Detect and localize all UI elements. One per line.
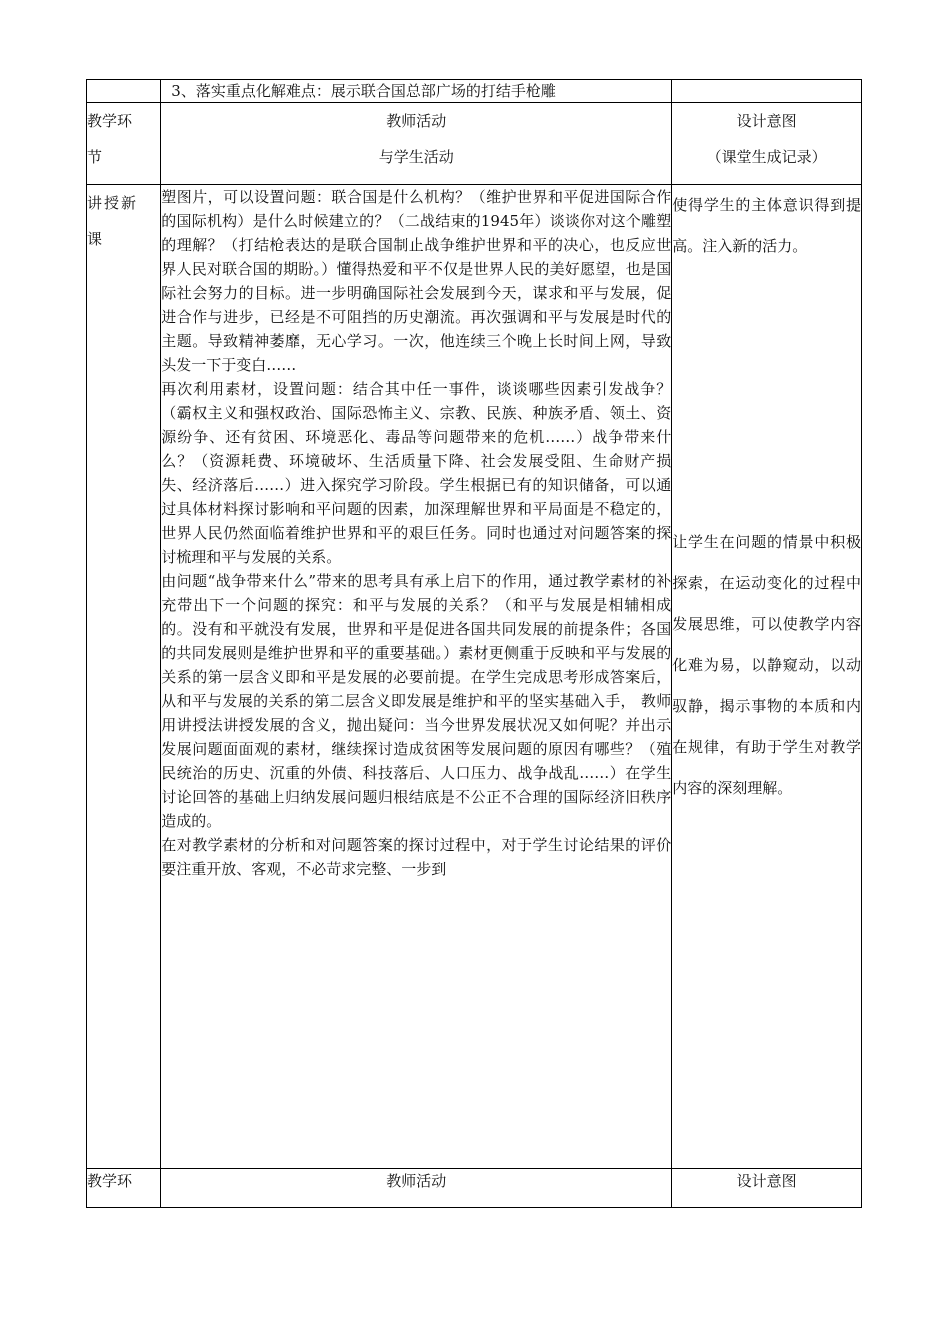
empty-cell bbox=[672, 80, 862, 103]
teacher-activity-cell bbox=[161, 185, 672, 1169]
intent-header-line2: （课堂生成记录） bbox=[706, 148, 827, 166]
activity-paragraph: 再次利用素材，设置问题：结合其中任一事件，谈谈哪些因素引发战争？（霸权主义和强权政治、国际恐怖主义、宗教、民族、种族矛盾、领土、资源纷争、还有贫困、环境恶化、毒品等问题带来的危机……）战争带来什么？（资源耗费、环境破坏、生活质量下降、社会发展受阻、生命财产损失、经济落后……）进入探究学习阶段。学生根据已有的知识储备，可以通过具体材料探讨影响和平问题的因素，加深理解世界和平局面是不稳定的，世界人民仍然面临着维护世界和平的艰巨任务。同时也通过对问题答案的探讨梳理和平与发展的关系。 bbox=[161, 380, 672, 566]
continued-step-cell bbox=[161, 80, 672, 103]
stage-header-line2: 节 bbox=[87, 148, 103, 166]
activity-header-cell bbox=[161, 103, 672, 185]
spacer bbox=[672, 267, 861, 522]
empty-cell bbox=[87, 80, 161, 103]
lesson-plan-table bbox=[86, 79, 862, 1208]
stage-label-line1: 讲授新 bbox=[87, 194, 139, 212]
intent-header-cell bbox=[672, 103, 862, 185]
stage-cell bbox=[87, 185, 161, 1169]
stage-label-line2: 课 bbox=[87, 230, 105, 248]
activity-header-line1: 教师活动 bbox=[386, 112, 447, 130]
activity-header-cell: 教师活动 bbox=[161, 1169, 672, 1208]
design-intent-cell bbox=[672, 185, 862, 1169]
design-note: 使得学生的主体意识得到提高。注入新的活力。 bbox=[672, 196, 861, 255]
activity-header-line2: 与学生活动 bbox=[378, 148, 454, 166]
step-heading-text: 3、落实重点化解难点：展示联合国总部广场的打结手枪雕 bbox=[171, 82, 556, 100]
stage-header-cell bbox=[87, 103, 161, 185]
design-note: 让学生在问题的情景中积极探索，在运动变化的过程中发展思维，可以使教学内容化难为易，以静窥动，以动驭静，揭示事物的本质和内在规律，有助于学生对教学内容的深刻理解。 bbox=[672, 533, 861, 797]
stage-header-line1: 教学环 bbox=[87, 112, 133, 130]
repeated-header-row bbox=[87, 1169, 862, 1208]
intent-header-line1: 设计意图 bbox=[736, 112, 797, 130]
header-row bbox=[87, 103, 862, 185]
table-row bbox=[87, 185, 862, 1169]
activity-paragraph: 在对教学素材的分析和对问题答案的探讨过程中，对于学生讨论结果的评价要注重开放、客观，不必苛求完整、一步到 bbox=[161, 836, 672, 878]
intent-header-cell: 设计意图 bbox=[672, 1169, 862, 1208]
table-row bbox=[87, 80, 862, 103]
stage-header-cell: 教学环 bbox=[87, 1169, 161, 1208]
activity-paragraph: 由问题“战争带来什么”带来的思考具有承上启下的作用，通过教学素材的补充带出下一个问题的探究：和平与发展的关系？（和平与发展是相辅相成的。没有和平就没有发展，世界和平是促进各国共同发展的前提条件；各国的共同发展则是维护世界和平的重要基础。）素材更侧重于反映和平与发展的关系的第一层含义即和平是发展的必要前提。在学生完成思考形成答案后，从和平与发展的关系的第二层含义即发展是维护和平的坚实基础入手， 教师用讲授法讲授发展的含义，抛出疑问：当今世界发展状况又如何呢？并出示发展问题面面观的素材，继续探讨造成贫困等发展问题的原因有哪些？（殖民统治的历史、沉重的外债、科技落后、人口压力、战争战乱……）在学生讨论回答的基础上归纳发展问题归根结底是不公正不合理的国际经济旧秩序造成的。 bbox=[161, 572, 672, 830]
activity-paragraph: 塑图片，可以设置问题：联合国是什么机构？（维护世界和平促进国际合作的国际机构）是什么时候建立的？（二战结束的1945年）谈谈你对这个雕塑的理解？（打结枪表达的是联合国制止战争维护世界和平的决心，也反应世界人民对联合国的期盼。）懂得热爱和平不仅是世界人民的美好愿望，也是国际社会努力的目标。进一步明确国际社会发展到今天，谋求和平与发展，促进合作与进步，已经是不可阻挡的历史潮流。再次强调和平与发展是时代的主题。导致精神萎靡，无心学习。一次，他连续三个晚上长时间上网，导致头发一下于变白…… bbox=[161, 188, 672, 374]
